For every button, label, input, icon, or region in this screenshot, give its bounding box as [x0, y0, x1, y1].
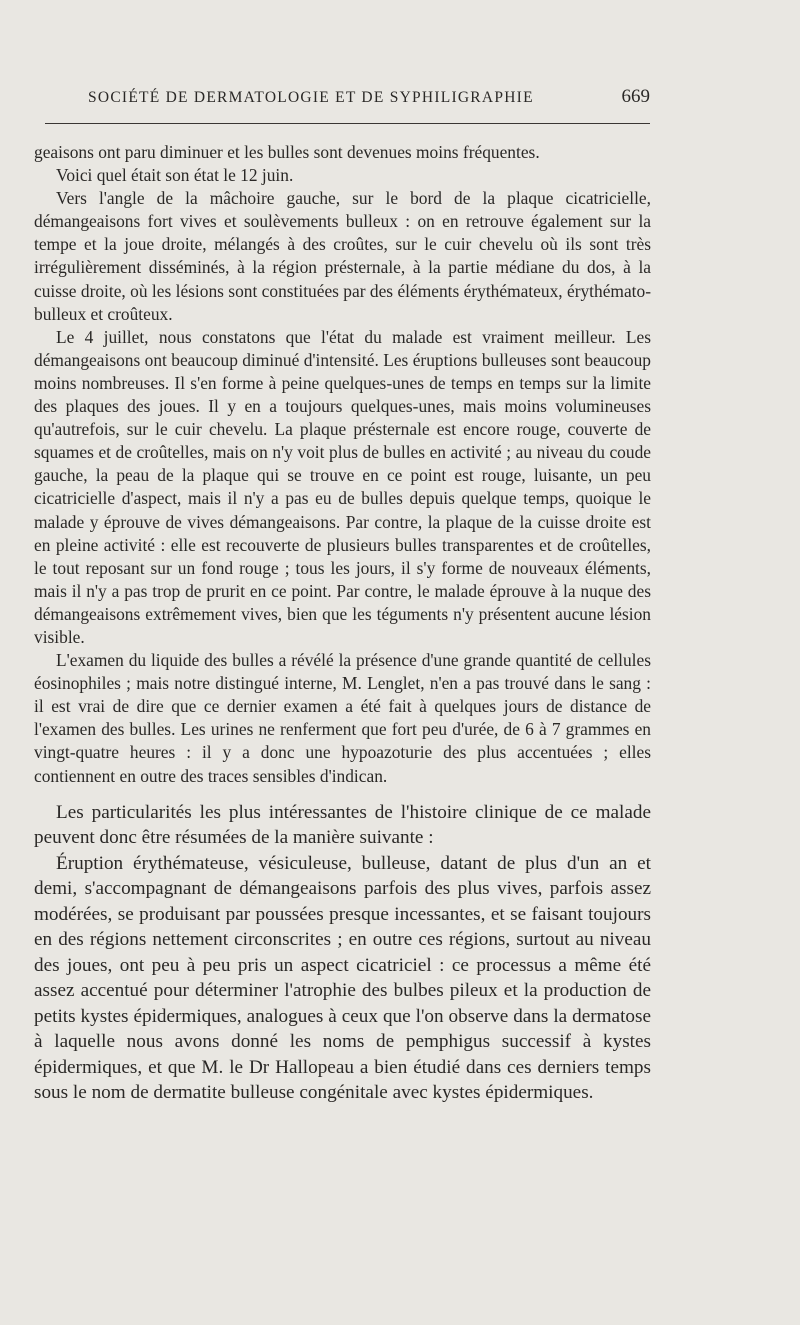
paragraph-state-date: Voici quel était son état le 12 juin.: [56, 165, 294, 186]
paragraph-july-observation: Le 4 juillet, nous constatons que l'état du malade est vraiment meilleur. Les démangeaisons ont beaucoup diminué d'intensité. Les éruptions bulleuses sont beaucoup moins nombreuses. Il s'en forme à peine quelques-unes de temps en temps sur la limite des plaques des joues. Il y en a toujours quelques-unes, mais moins volumineuses qu'autrefois, sur le cuir chevelu. La plaque présternale est encore rouge, couverte de squames et de croûtelles, mais on n'y voit plus de bulles en activité ; au niveau du coude gauche, la peau de la plaque qui se trouve en ce point est rouge, luisante, un peu cicatricielle d'aspect, mais il n'y a pas eu de bulles depuis quelque temps, quoique le malade y éprouve de vives démangeaisons. Par contre, la plaque de la cuisse droite est en pleine activité : elle est recouverte de plusieurs bulles transparentes et de croûtelles, le tout reposant sur un fond rouge ; tous les jours, il s'y forme de nouveaux éléments, mais il n'y a pas trop de prurit en ce point. Par contre, le malade éprouve à la nuque des démangeaisons extrêmement vives, bien que les téguments n'y présentent aucune lésion visible.: [34, 326, 651, 647]
page-number: 669: [621, 86, 650, 107]
header-rule: [45, 123, 650, 124]
paragraph-continuation: geaisons ont paru diminuer et les bulles sont devenues moins fréquentes.: [34, 142, 540, 162]
body-text: [34, 141, 651, 1106]
running-title: SOCIÉTÉ DE DERMATOLOGIE ET DE SYPHILIGRAPHIE: [88, 89, 534, 106]
paragraph-summary: Éruption érythémateuse, vésiculeuse, bulleuse, datant de plus d'un an et demi, s'accompagnant de démangeaisons parfois des plus vives, parfois assez modérées, se produisant par poussées presque incessantes, et se faisant toujours en des régions nettement circonscrites ; en outre ces régions, surtout au niveau des joues, ont peu à peu pris un aspect cicatriciel : ce processus a même été assez accentué pour déterminer l'atrophie des bulbes pileux et la production de petits kystes épidermiques, analogues à ceux que l'on observe dans la dermatose à laquelle nous avons donné les noms de pemphigus successif à kystes épidermiques, et que M. le Dr Hallopeau a bien étudié dans ces derniers temps sous le nom de dermatite bulleuse congénitale avec kystes épidermiques.: [34, 852, 651, 1104]
paragraph-examination: L'examen du liquide des bulles a révélé la présence d'une grande quantité de cellules éosinophiles ; mais notre distingué interne, M. Lenglet, n'en a pas trouvé dans le sang : il est vrai de dire que ce dernier examen a été fait à quelques jours de distance de l'examen des bulles. Les urines ne renferment que fort peu d'urée, de 6 à 7 grammes en vingt-quatre heures : il y a donc une hypoazoturie des plus accentuées ; elles contiennent en outre des traces sensibles d'indican.: [34, 650, 651, 786]
paragraph-lesions: Vers l'angle de la mâchoire gauche, sur le bord de la plaque cicatricielle, démangeaisons fort vives et soulèvements bulleux : on en retrouve également sur la tempe et la joue droite, mélangés à des croûtes, sur le cuir chevelu où ils sont très irrégulièrement disséminés, à la région présternale, à la partie médiane du dos, à la cuisse droite, où les lésions sont constituées par des éléments érythémateux, érythémato-bulleux et croûteux.: [34, 188, 651, 324]
page-header: [88, 86, 650, 114]
paragraph-summary-intro: Les particularités les plus intéressantes de l'histoire clinique de ce malade peuvent donc être résumées de la manière suivante :: [34, 801, 651, 849]
